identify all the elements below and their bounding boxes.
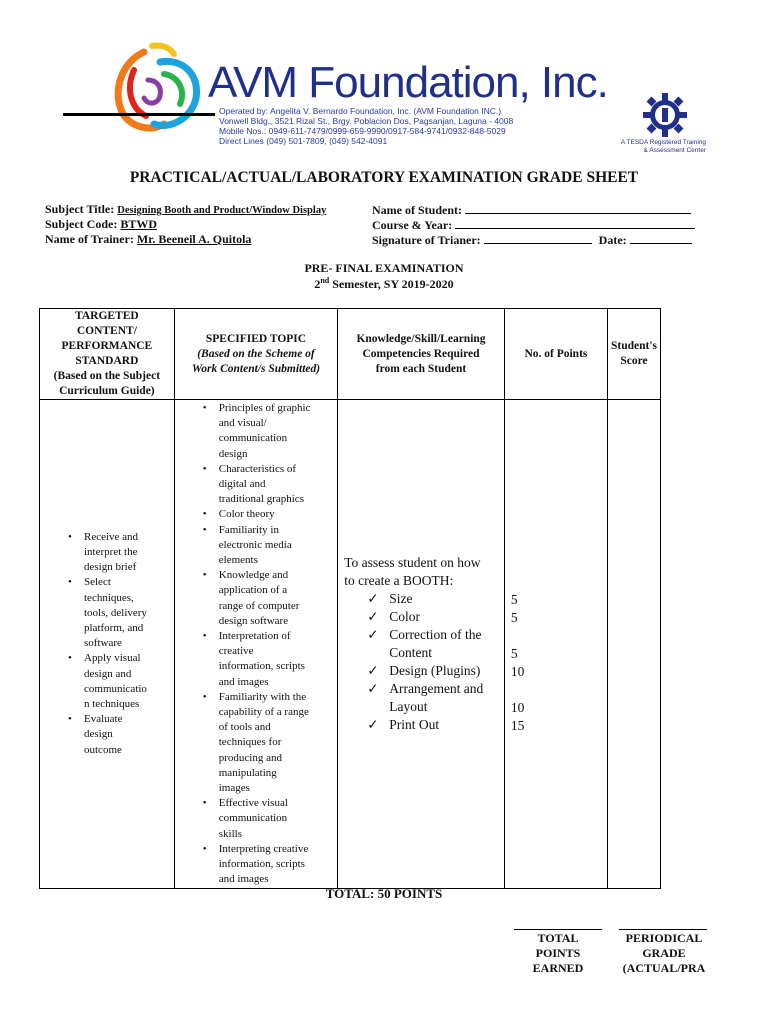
topic-cell — [174, 400, 337, 889]
topic-item — [202, 796, 335, 842]
bullet-icon: • — [202, 402, 207, 414]
bullet-icon: • — [202, 842, 207, 855]
targeted-item-line: techniques, — [84, 591, 134, 604]
topic-item-line: Familiarity with the — [218, 690, 307, 703]
score-cell[interactable] — [608, 400, 661, 889]
checkmark-icon: ✓ — [367, 626, 379, 642]
total-earned-line: EARNED — [532, 961, 584, 975]
signature-label: Signature of Trianer: — [372, 233, 481, 247]
targeted-header-line: PERFORMANCE — [61, 340, 153, 352]
topic-item-line: Characteristics of — [218, 462, 297, 475]
date-label: Date: — [598, 233, 627, 247]
checkmark-icon: ✓ — [367, 680, 379, 696]
topic-item-line: information, scripts — [218, 660, 305, 673]
knowledge-item — [344, 662, 504, 680]
subject-title-row — [45, 202, 326, 217]
targeted-item-line: n techniques — [84, 697, 140, 710]
subject-title-label: Subject Title: — [45, 202, 115, 216]
topic-item-line: and visual/ — [218, 417, 267, 430]
targeted-item-line: Apply visual — [84, 652, 141, 665]
checkmark-icon: ✓ — [367, 590, 379, 606]
points-value — [511, 627, 607, 645]
table-header-row — [40, 309, 661, 400]
periodical-grade-rule — [619, 929, 707, 930]
knowledge-item-line: Design (Plugins) — [389, 662, 481, 678]
topic-item-line: information, scripts — [218, 858, 305, 871]
targeted-item — [68, 575, 170, 651]
total-earned-line: POINTS — [535, 946, 581, 960]
knowledge-item-line: Print Out — [389, 716, 440, 732]
bullet-icon: • — [68, 713, 72, 726]
targeted-list — [68, 530, 170, 758]
topic-list — [203, 401, 335, 888]
signature-blank[interactable] — [484, 232, 592, 244]
topic-item-line: Familiarity in — [218, 523, 279, 536]
topic-header-title: SPECIFIED TOPIC — [205, 332, 307, 345]
header-rule — [63, 113, 215, 116]
topic-item-line: application of a — [218, 584, 288, 597]
topic-item-line: Knowledge and — [218, 569, 289, 582]
points-value: 10 — [510, 699, 525, 715]
knowledge-item-line: Content — [389, 644, 432, 660]
topic-item-line: design software — [218, 614, 289, 627]
bullet-icon: • — [202, 797, 207, 810]
topic-item-line: Color theory — [218, 508, 275, 521]
tesda-caption — [600, 139, 706, 155]
targeted-item-line: interpret the — [84, 545, 138, 558]
points-value: 10 — [510, 663, 525, 679]
topic-item-line: producing and — [218, 751, 282, 764]
knowledge-item-line: Color — [389, 608, 420, 624]
checkmark-icon: ✓ — [367, 662, 379, 678]
targeted-item-line: Evaluate — [84, 713, 123, 726]
topic-item-line: creative — [218, 645, 254, 658]
knowledge-content — [344, 554, 504, 734]
topic-item-line: traditional graphics — [218, 493, 304, 506]
topic-item-line: techniques for — [218, 736, 282, 749]
bullet-icon: • — [68, 530, 72, 543]
targeted-item-line: tools, delivery — [84, 606, 147, 619]
targeted-header-line: (Based on the Subject — [53, 370, 161, 382]
trainer-row — [45, 232, 251, 247]
tesda-caption-line-2: & Assessment Center — [643, 147, 706, 154]
knowledge-item — [344, 608, 504, 626]
bullet-icon: • — [68, 576, 72, 589]
bullet-icon: • — [202, 523, 207, 536]
bullet-icon: • — [202, 630, 207, 643]
student-name-label: Name of Student: — [372, 203, 462, 217]
knowledge-item-line: Size — [389, 590, 413, 606]
course-year-blank[interactable] — [455, 217, 695, 229]
semester-number: 2 — [314, 277, 321, 291]
topic-item-line: Interpretation of — [218, 630, 291, 643]
topic-item — [202, 842, 335, 888]
targeted-item — [68, 712, 170, 758]
topic-header — [174, 309, 337, 400]
topic-item-line: and images — [218, 675, 269, 688]
org-line-2: Vonwell Bldg., 3521 Rizal St., Brgy. Poblacion Dos, Pagsanjan, Laguna - 4008 — [219, 116, 514, 126]
topic-item-line: design — [218, 447, 248, 460]
knowledge-item — [344, 590, 504, 608]
topic-item — [202, 690, 335, 796]
topic-header-sub: (Based on the Scheme of — [197, 347, 315, 360]
table-body-row — [40, 400, 661, 889]
semester-text: Semester, SY 2019-2020 — [332, 277, 454, 291]
trainer-label: Name of Trainer: — [45, 232, 134, 246]
points-list — [511, 591, 607, 735]
topic-item — [202, 507, 335, 522]
targeted-header-line: Curriculum Guide) — [59, 385, 155, 397]
org-line-3: Mobile Nos.: 0949-611-7479/0999-659-9990/0917-584-9741/0932-848-5029 — [219, 126, 506, 136]
targeted-header-line: STANDARD — [75, 355, 139, 367]
checkmark-icon: ✓ — [367, 608, 379, 624]
topic-item-line: range of computer — [218, 599, 300, 612]
student-name-blank[interactable] — [465, 202, 691, 214]
targeted-header-line: TARGETED — [75, 310, 139, 322]
knowledge-header — [338, 309, 505, 400]
points-value: 5 — [510, 609, 518, 625]
subject-title-value: Designing Booth and Product/Window Display — [117, 205, 327, 216]
topic-item-line: Interpreting creative — [218, 842, 309, 855]
points-value: 5 — [510, 591, 518, 607]
tesda-seal-icon — [640, 90, 690, 140]
topic-item-line: and images — [218, 873, 269, 886]
bullet-icon: • — [202, 462, 207, 475]
trainer-value: Mr. Beeneil A. Quitola — [136, 232, 252, 246]
points-header: No. of Points — [504, 309, 607, 400]
org-line-1: Operated by: Angelita V. Bernardo Foundation, Inc. (AVM Foundation INC.) — [219, 106, 502, 116]
tesda-caption-line-1: A TESDA Registered Training — [620, 139, 706, 146]
score-header: Student's Score — [608, 309, 661, 400]
course-year-row — [372, 217, 695, 233]
semester-line — [0, 276, 768, 292]
topic-item-line: capability of a range — [218, 706, 309, 719]
topic-item-line: electronic media — [218, 538, 292, 551]
topic-item-line: manipulating — [218, 766, 277, 779]
targeted-header — [40, 309, 175, 400]
topic-item — [202, 568, 335, 629]
topic-item-line: Principles of graphic — [218, 402, 311, 414]
student-name-row — [372, 202, 691, 218]
periodical-grade-label — [612, 931, 716, 976]
semester-suffix: nd — [320, 276, 330, 285]
bullet-icon: • — [68, 652, 72, 665]
topic-item-line: Effective visual — [218, 797, 288, 810]
subject-code-row — [45, 217, 157, 232]
targeted-item — [68, 651, 170, 712]
targeted-item-line: Select — [84, 576, 111, 589]
total-earned-line: TOTAL — [537, 931, 579, 945]
targeted-item — [68, 530, 170, 576]
grade-table — [39, 308, 661, 889]
periodical-grade-line: GRADE — [642, 946, 686, 960]
topic-item-line: of tools and — [218, 721, 271, 734]
points-value — [511, 681, 607, 699]
targeted-item-line: platform, and — [84, 621, 144, 634]
avm-logo-icon — [104, 40, 212, 136]
total-earned-rule — [514, 929, 602, 930]
topic-item-line: communication — [218, 812, 288, 825]
bullet-icon: • — [202, 569, 207, 582]
bullet-icon: • — [202, 690, 207, 703]
knowledge-header-line: Knowledge/Skill/Learning — [356, 332, 486, 345]
knowledge-cell — [338, 400, 505, 889]
targeted-item-line: design brief — [84, 561, 137, 574]
targeted-item-line: software — [84, 637, 122, 650]
checkmark-icon: ✓ — [367, 716, 379, 732]
topic-item — [202, 462, 335, 508]
topic-item — [202, 523, 335, 569]
signature-row — [372, 232, 692, 248]
knowledge-intro-line: to create a BOOTH: — [344, 572, 454, 588]
total-points: TOTAL: 50 POINTS — [325, 886, 443, 901]
knowledge-item-line: Correction of the — [389, 626, 482, 642]
knowledge-header-line: Competencies Required — [362, 347, 480, 360]
brand-name: AVM Foundation, Inc. — [208, 58, 608, 107]
course-year-label: Course & Year: — [372, 218, 453, 232]
knowledge-item — [344, 680, 504, 716]
targeted-item-line: outcome — [84, 743, 122, 756]
total-earned-label — [514, 931, 602, 976]
points-cell — [504, 400, 607, 889]
org-line-4: Direct Lines (049) 501-7809, (049) 542-4091 — [219, 136, 388, 146]
knowledge-item-line: Layout — [389, 698, 428, 714]
topic-item-line: digital and — [218, 478, 266, 491]
knowledge-intro-line: To assess student on how — [344, 554, 481, 570]
topic-header-sub: Work Content/s Submitted) — [191, 362, 321, 375]
topic-item-line: images — [218, 782, 250, 795]
exam-name: PRE- FINAL EXAMINATION — [304, 261, 464, 275]
date-blank[interactable] — [630, 232, 692, 244]
bullet-icon: • — [202, 508, 207, 521]
points-value: 5 — [510, 645, 518, 661]
knowledge-item — [344, 716, 504, 734]
topic-item — [202, 629, 335, 690]
targeted-cell — [40, 400, 175, 889]
subject-code-value: BTWD — [120, 217, 158, 231]
topic-item-line: skills — [218, 827, 242, 840]
periodical-grade-line: (ACTUAL/PRA — [622, 961, 706, 975]
letterhead — [0, 0, 768, 160]
periodical-grade-line: PERIODICAL — [625, 931, 703, 945]
targeted-item-line: design and — [84, 667, 132, 680]
knowledge-item-line: Arrangement and — [389, 680, 484, 696]
targeted-item-line: communicatio — [84, 682, 147, 695]
knowledge-item — [344, 626, 504, 662]
topic-item — [202, 401, 335, 462]
sheet-title: PRACTICAL/ACTUAL/LABORATORY EXAMINATION GRADE SHEET — [129, 169, 639, 186]
knowledge-header-line: from each Student — [375, 362, 467, 375]
topic-item-line: elements — [218, 554, 258, 567]
subject-code-label: Subject Code: — [45, 217, 118, 231]
targeted-header-line: CONTENT/ — [76, 325, 137, 337]
knowledge-check-list — [344, 590, 504, 734]
targeted-item-line: design — [84, 728, 113, 741]
points-value: 15 — [510, 717, 525, 733]
targeted-item-line: Receive and — [84, 530, 139, 543]
topic-item-line: communication — [218, 432, 288, 445]
